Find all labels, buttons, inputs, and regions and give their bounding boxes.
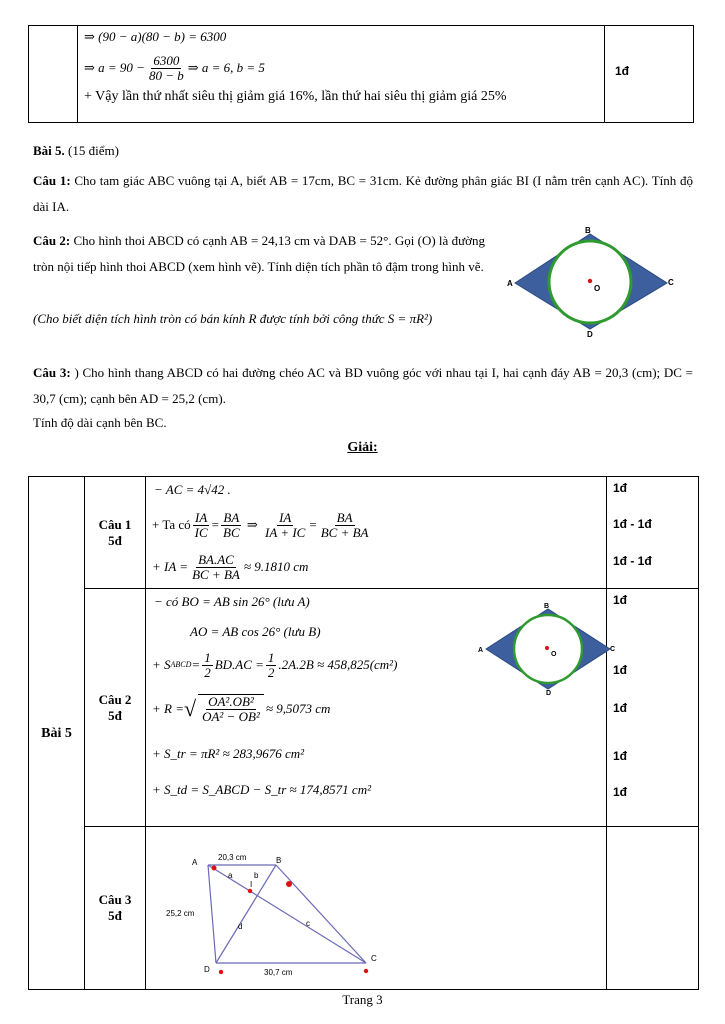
frac-num: OA².OB² bbox=[208, 694, 254, 709]
top-step2 bbox=[84, 50, 265, 86]
q3-ask: Tính độ dài cạnh bên BC. bbox=[33, 415, 167, 430]
frac-den: BC + BA bbox=[320, 524, 369, 540]
problem-points: (15 điểm) bbox=[68, 143, 119, 158]
rhombus-label-o: O bbox=[551, 651, 557, 658]
top-mark-cell bbox=[605, 26, 694, 123]
cau1-frac1 bbox=[193, 511, 210, 540]
trap-label-a: A bbox=[192, 858, 198, 867]
top-step1: ⇒ (90 − a)(80 − b) = 6300 bbox=[84, 29, 227, 44]
q2-text: Cho hình thoi ABCD có cạnh AB = 24,13 cm và DAB = 52°. Gọi (O) là đường tròn nội tiếp hình thoi ABCD (xem hình vẽ). Tính diện tích phần tô đậm trong hình vẽ. bbox=[33, 233, 486, 274]
cau1-l2-prefix: + Ta có bbox=[152, 517, 191, 532]
top-content-cell bbox=[78, 26, 605, 123]
cau2-line1: − có BO = AB sin 26° (lưu A) bbox=[154, 594, 310, 609]
cau2-mark2: 1đ bbox=[613, 663, 628, 677]
solution-heading: Giải: bbox=[347, 440, 378, 455]
frac-den: BC bbox=[223, 524, 240, 540]
cau3-content-cell bbox=[146, 827, 607, 990]
rhombus-label-d: D bbox=[546, 690, 552, 697]
q3-paragraph bbox=[33, 360, 693, 412]
top-step2-frac bbox=[147, 54, 186, 83]
cau2-l3-suffix: .2A.2B ≈ 458,825(cm²) bbox=[278, 657, 398, 672]
problem-title-label: Bài 5. bbox=[33, 143, 65, 158]
frac-num: BA bbox=[223, 509, 240, 525]
dot-i bbox=[248, 889, 252, 893]
trap-label-seg-c: c bbox=[306, 919, 310, 928]
diagonal-bd bbox=[216, 865, 276, 963]
cau2-line3 bbox=[152, 647, 397, 683]
frac-num: IA bbox=[195, 509, 208, 525]
side-bc bbox=[276, 865, 366, 963]
cau2-line5: + S_tr = πR² ≈ 283,9676 cm² bbox=[152, 746, 305, 761]
q1-label: Câu 1: bbox=[33, 173, 71, 188]
cau1-mark2: 1đ - 1đ bbox=[613, 517, 652, 531]
rhombus-label-a: A bbox=[478, 647, 484, 654]
cau1-content-cell bbox=[146, 477, 607, 589]
trap-label-seg-d: d bbox=[238, 922, 243, 931]
cau2-l4-suffix: ≈ 9,5073 cm bbox=[265, 701, 331, 716]
problem-title bbox=[33, 142, 693, 160]
cau1-l3-suffix: ≈ 9.1810 cm bbox=[243, 559, 309, 574]
q2-paragraph bbox=[33, 228, 485, 280]
top-step2-prefix: ⇒ a = 90 − bbox=[84, 60, 145, 75]
cau3-score: 5đ bbox=[108, 908, 122, 923]
cau2-l3-mid1: = bbox=[191, 657, 201, 672]
top-step2-suffix: ⇒ a = 6, b = 5 bbox=[187, 60, 265, 75]
trapezoid-figure bbox=[166, 849, 406, 983]
q2-label: Câu 2: bbox=[33, 233, 71, 248]
cau1-frac4 bbox=[319, 511, 371, 540]
cau3-mark-cell bbox=[607, 827, 699, 990]
cau2-score: 5đ bbox=[108, 707, 122, 723]
cau2-l4-prefix: + R = bbox=[152, 701, 184, 716]
cau2-l3-prefix: + S bbox=[152, 657, 171, 672]
rhombus-figure-solution bbox=[476, 601, 616, 697]
trap-label-ab: 20,3 cm bbox=[218, 853, 247, 862]
rhombus-label-d: D bbox=[587, 330, 593, 339]
cau2-l3-mid2: BD.AC = bbox=[214, 657, 264, 672]
cau1-frac5 bbox=[190, 553, 242, 582]
cau2-line4: + R = √ $\frac{\text{OA².OB²}}{\text{OA² − OB²}}$ ≈ 9,5073 cm bbox=[152, 694, 331, 724]
cau2-line2: AO = AB cos 26° (lưu B) bbox=[190, 624, 321, 639]
rhombus-label-c: C bbox=[668, 278, 674, 287]
cau3-label-cell bbox=[85, 827, 146, 990]
frac-num: BA bbox=[336, 509, 353, 525]
group-label: Bài 5 bbox=[41, 725, 72, 741]
cau1-line3 bbox=[152, 549, 308, 585]
dot-b bbox=[286, 881, 292, 887]
dot-a bbox=[212, 866, 217, 871]
frac-num: 6300 bbox=[153, 52, 180, 68]
q3-text: ) Cho hình thang ABCD có hai đường chéo AC và BD vuông góc với nhau tại I, hai cạnh đáy AB = 20,3 (cm); DC = 30,7 (cm); cạnh bên AD = 25,2 (cm). bbox=[33, 365, 694, 406]
cau2-frac3 bbox=[198, 694, 264, 724]
solution-table bbox=[28, 476, 699, 990]
trap-label-i: I bbox=[250, 880, 253, 889]
cau1-l3-prefix: + IA = bbox=[152, 559, 189, 574]
cau1-frac3 bbox=[263, 511, 307, 540]
page-footer: Trang 3 bbox=[342, 992, 383, 1007]
top-conclusion: + Vậy lần thứ nhất siêu thị giảm giá 16%, lần thứ hai siêu thị giảm giá 25% bbox=[84, 89, 507, 104]
trap-label-c: C bbox=[371, 954, 377, 963]
dot-c bbox=[364, 969, 368, 973]
center-dot bbox=[588, 279, 592, 283]
cau1-line2: + Ta có $\frac{IA}{IC}$ = $\frac{BA}{BC}$ ⇒ $\frac{IA}{IA + IC}$ = $\frac{BA}{BC + BA}$ bbox=[152, 509, 369, 540]
trap-label-seg-a: a bbox=[228, 871, 233, 880]
top-empty-cell bbox=[29, 26, 78, 123]
cau2-frac1 bbox=[202, 651, 213, 680]
q1-paragraph bbox=[33, 168, 693, 220]
cau2-mark4: 1đ bbox=[613, 749, 628, 763]
frac-den: 80 − b bbox=[148, 67, 184, 83]
trap-label-dc: 30,7 cm bbox=[264, 968, 293, 977]
trap-label-seg-b: b bbox=[254, 871, 259, 880]
cau2-content-cell bbox=[146, 589, 616, 827]
frac-num: BA.AC bbox=[198, 551, 234, 567]
rhombus-label-o: O bbox=[594, 284, 601, 293]
top-mark: 1đ bbox=[615, 64, 630, 78]
cau2-line6: + S_td = S_ABCD − S_tr ≈ 174,8571 cm² bbox=[152, 782, 371, 797]
cau1-frac2 bbox=[221, 511, 242, 540]
frac-den: 2 bbox=[267, 664, 275, 680]
cau2-label: Câu 2 bbox=[98, 691, 132, 707]
cau1-mark1: 1đ bbox=[613, 481, 628, 495]
frac-den: IA + IC bbox=[265, 524, 306, 540]
frac-num: 1 bbox=[267, 649, 275, 665]
frac-num: 1 bbox=[204, 649, 211, 665]
cau1-label: Câu 1 bbox=[98, 516, 132, 532]
q1-text: Cho tam giác ABC vuông tại A, biết AB = 17cm, BC = 31cm. Kẻ đường phân giác BI (I nằm trên cạnh AC). Tính độ dài IA. bbox=[33, 173, 694, 214]
cau2-mark1: 1đ bbox=[613, 593, 628, 607]
cau2-mark5: 1đ bbox=[613, 785, 628, 799]
rhombus-label-b: B bbox=[544, 603, 550, 610]
q3-label: Câu 3: bbox=[33, 365, 71, 380]
cau2-label-cell bbox=[85, 589, 146, 827]
cau1-line1: − AC = 4√42 . bbox=[154, 482, 231, 497]
cau1-mark3: 1đ - 1đ bbox=[613, 554, 652, 568]
group-cell bbox=[29, 477, 85, 990]
cau2-mark-cell bbox=[607, 589, 699, 827]
side-ad bbox=[208, 865, 216, 963]
cau2-frac2 bbox=[266, 651, 277, 680]
trap-label-b: B bbox=[276, 856, 282, 865]
rhombus-label-c: C bbox=[610, 646, 616, 653]
cau1-score: 5đ bbox=[108, 532, 122, 548]
frac-den: OA² − OB² bbox=[202, 709, 260, 724]
q2-note: (Cho biết diện tích hình tròn có bán kính R được tính bởi công thức S = πR²) bbox=[33, 311, 433, 326]
frac-den: BC + BA bbox=[192, 566, 240, 582]
rhombus-label-a: A bbox=[507, 279, 513, 288]
cau3-label: Câu 3 bbox=[98, 892, 132, 907]
cau1-mark-cell bbox=[607, 477, 699, 589]
dot-d bbox=[219, 970, 223, 974]
frac-den: 2 bbox=[204, 664, 211, 680]
cau2-mark3: 1đ bbox=[613, 701, 628, 715]
trap-label-d: D bbox=[204, 965, 210, 974]
frac-den: IC bbox=[194, 524, 208, 540]
cau1-label-cell bbox=[85, 477, 146, 589]
trap-label-ad: 25,2 cm bbox=[166, 909, 195, 918]
frac-num: IA bbox=[279, 509, 292, 525]
center-dot bbox=[545, 646, 549, 650]
rhombus-label-b: B bbox=[585, 226, 591, 235]
top-table bbox=[28, 25, 694, 123]
rhombus-figure-top bbox=[505, 225, 680, 339]
cau2-l3-sub: ABCD bbox=[170, 660, 192, 669]
